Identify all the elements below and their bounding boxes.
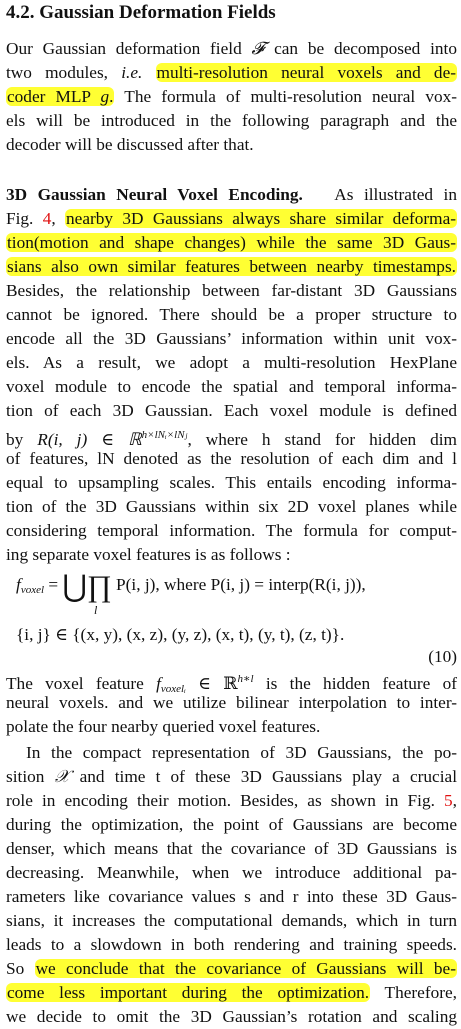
- equation-number: (10): [428, 647, 457, 666]
- para2-line9: voxel module to encode the spatial and temporal informa-: [6, 377, 457, 396]
- paragraph-title: 3D Gaussian Neural Voxel Encoding.: [6, 185, 303, 204]
- para2-line11: by R(i, j) ∈ ℝ$^{h\times lNᵢ\times lNⱼ}$, where h stand for hidden dim: [6, 429, 457, 449]
- product-operator: ∏: [87, 570, 112, 603]
- inline-math: R(i, j) ∈ ℝ: [37, 430, 142, 449]
- para4-line10: So we conclude that the covariance of Gaussians will be-: [6, 959, 456, 978]
- para4-line7: rameters like covariance values s and r into these 3D Gaus-: [6, 887, 457, 906]
- para4-line9: leads to a slowdown in both rendering and training speeds.: [6, 935, 457, 954]
- figure-link[interactable]: 4: [42, 209, 52, 228]
- para4-line6: decreasing. Meanwhile, when we introduce additional pa-: [6, 863, 457, 882]
- para3-line1: The voxel feature $f_{voxelᵢ}$ ∈ ℝ$^{h∗l}$ is the hidden feature of: [6, 673, 458, 695]
- para4-line2: sition 𝒳 and time t of these 3D Gaussians play a crucial: [6, 767, 457, 786]
- para2-line6: cannot be ignored. There should be a proper structure to: [6, 305, 457, 324]
- para2-line7: encode all the 3D Gaussians’ information within unit vox-: [6, 329, 457, 348]
- para2-line3: [6, 231, 457, 255]
- para1-line1: Our Gaussian deformation field 𝓕 can be decomposed into: [6, 39, 457, 58]
- para3-line3: polate the four nearby queried voxel features.: [6, 717, 321, 736]
- para1-line3: coder MLP g. The formula of multi-resolution neural vox-: [7, 87, 457, 106]
- deformation-field-symbol: 𝓕: [251, 39, 265, 58]
- para4-line12: we decide to omit the 3D Gaussian’s rotation and scaling: [6, 1007, 457, 1026]
- para3-line2: neural voxels. and we utilize bilinear interpolation to inter-: [6, 693, 457, 712]
- para4-line3: role in encoding their motion. Besides, as shown in Fig. 5,: [6, 791, 457, 810]
- para4-line8: sians, it increases the computational demands, which in turn: [6, 911, 457, 930]
- highlight-span: come less important during the optimization.: [7, 983, 370, 1002]
- position-symbol: 𝒳: [54, 767, 70, 786]
- para2-line4: [6, 255, 457, 279]
- para2-line15: considering temporal information. The formula for comput-: [6, 521, 457, 540]
- para1-line5: decoder will be discussed after that.: [6, 135, 254, 154]
- para4-line11: come less important during the optimization. Therefore,: [7, 983, 457, 1002]
- highlight-span: we conclude that the covariance of Gaussians will be-: [35, 959, 456, 978]
- para4-line4: during the optimization, the point of Gaussians are become: [6, 815, 457, 834]
- para4-line5: denser, which means that the covariance of 3D Gaussians is: [6, 839, 457, 858]
- para4-line1: In the compact representation of 3D Gaussians, the po-: [26, 743, 457, 762]
- highlight-span: coder MLP g.: [7, 87, 114, 106]
- highlight-span: sians also own similar features between nearby timestamps.: [7, 257, 456, 276]
- para2-line8: els. As a result, we adopt a multi-resolution HexPlane: [6, 353, 457, 372]
- para2-line14: tion of the 3D Gaussians within six 2D voxel planes while: [6, 497, 457, 516]
- para2-line1: 3D Gaussian Neural Voxel Encoding. As illustrated in: [6, 185, 457, 204]
- para1-line2: two modules, i.e. multi-resolution neural voxels and de-: [6, 63, 456, 82]
- para2-line13: equal to upsampling scales. This entails encoding informa-: [6, 473, 457, 492]
- union-subscript: l: [94, 603, 98, 617]
- para2-line16: ing separate voxel features is as follows :: [6, 545, 291, 564]
- para2-line12: of features, lN denoted as the resolution of each dim and l: [6, 449, 457, 468]
- highlight-span: tion(motion and shape changes) while the same 3D Gaus-: [7, 233, 456, 252]
- equation-line2: {i, j} ∈ {(x, y), (x, z), (y, z), (x, t), (y, t), (z, t)}.: [16, 625, 345, 644]
- para2-line5: Besides, the relationship between far-distant 3D Gaussians: [6, 281, 457, 300]
- para1-line4: els will be introduced in the following paragraph and the: [6, 111, 457, 130]
- equation-line1: $f_{voxel}$ = ⋃∏ P(i, j), where P(i, j) = interp(R(i, j)),: [16, 570, 366, 603]
- highlight-span: multi-resolution neural voxels and de-: [156, 63, 456, 82]
- section-heading: 4.2. Gaussian Deformation Fields: [6, 2, 276, 23]
- figure-link[interactable]: 5: [444, 791, 453, 810]
- para2-line10: tion of each 3D Gaussian. Each voxel module is defined: [6, 401, 457, 420]
- para2-line2: Fig. 4, nearby 3D Gaussians always share similar deforma-: [6, 209, 457, 228]
- highlight-span: nearby 3D Gaussians always share similar deforma-: [66, 209, 457, 228]
- union-operator: ⋃: [62, 570, 88, 603]
